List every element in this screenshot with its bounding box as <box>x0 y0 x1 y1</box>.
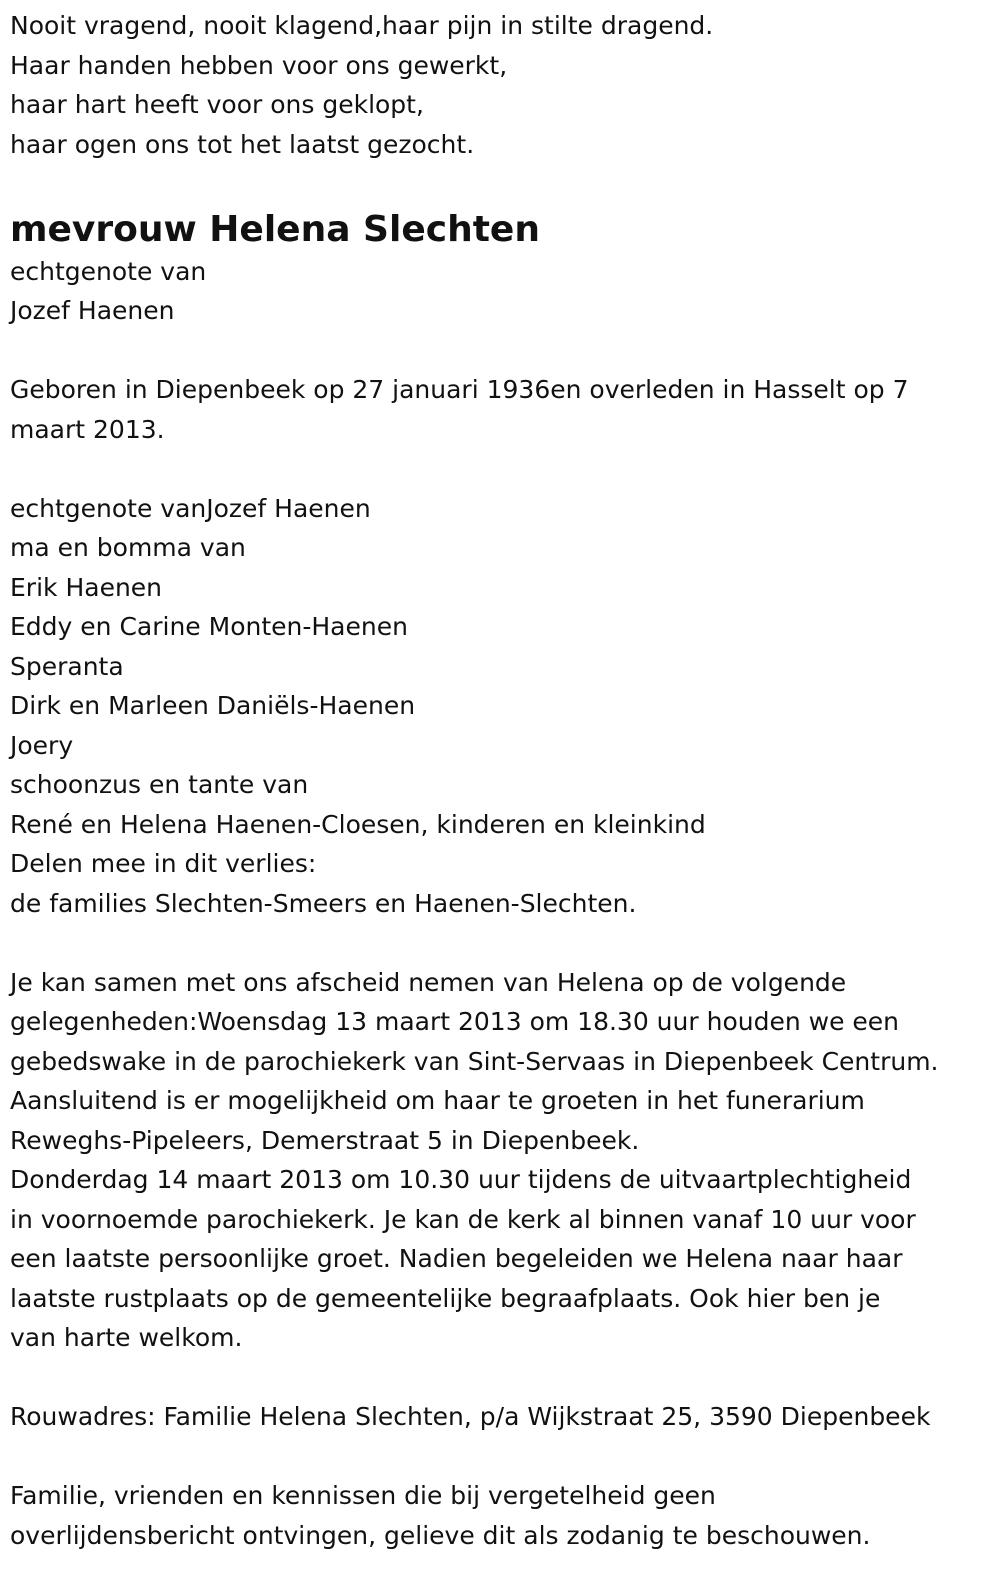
ceremony-line: laatste rustplaats op de gemeentelijke begraafplaats. Ook hier ben je <box>10 1283 881 1313</box>
ceremony-line: gebedswake in de parochiekerk van Sint-Servaas in Diepenbeek Centrum. <box>10 1046 939 1076</box>
spacer <box>10 331 990 371</box>
poem <box>10 6 990 164</box>
closing-note <box>10 1476 990 1555</box>
spacer <box>10 923 990 963</box>
closing-line: Familie, vrienden en kennissen die bij vergetelheid geen <box>10 1481 716 1510</box>
family-line: Speranta <box>10 651 124 681</box>
deceased-name: mevrouw Helena Slechten <box>10 208 540 250</box>
ceremony-line: een laatste persoonlijke groet. Nadien begeleiden we Helena naar haar <box>10 1244 903 1273</box>
ceremony-line: gelegenheden:Woensdag 13 maart 2013 om 18.30 uur houden we een <box>10 1007 900 1036</box>
family-line: René en Helena Haenen-Cloesen, kinderen en kleinkind <box>10 809 706 839</box>
family-line: de families Slechten-Smeers en Haenen-Slechten. <box>10 888 637 918</box>
birth-death-line: maart 2013. <box>10 414 165 444</box>
family-line: ma en bomma van <box>10 533 246 562</box>
poem-line: haar hart heeft voor ons geklopt, <box>10 90 424 119</box>
ceremony-line: van harte welkom. <box>10 1323 243 1352</box>
poem-line: Nooit vragend, nooit klagend,haar pijn in stilte dragend. <box>10 11 714 40</box>
family-line: Erik Haenen <box>10 572 163 602</box>
family-line: echtgenote vanJozef Haenen <box>10 493 371 523</box>
mourning-address: Rouwadres: Familie Helena Slechten, p/a Wijkstraat 25, 3590 Diepenbeek <box>10 1402 931 1431</box>
ceremony-line: Reweghs-Pipeleers, Demerstraat 5 in Diepenbeek. <box>10 1125 640 1155</box>
family-line: Joery <box>10 730 74 760</box>
spacer <box>10 164 990 204</box>
spacer <box>10 1437 990 1477</box>
poem-line: Haar handen hebben voor ons gewerkt, <box>10 50 508 80</box>
spacer <box>10 449 990 489</box>
family-line: Delen mee in dit verlies: <box>10 849 317 878</box>
ceremony-line: Aansluitend is er mogelijkheid om haar te groeten in het funerarium <box>10 1086 865 1115</box>
family-line: Eddy en Carine Monten-Haenen <box>10 612 408 641</box>
ceremony-line: in voornoemde parochiekerk. Je kan de kerk al binnen vanaf 10 uur voor <box>10 1204 916 1234</box>
spouse-name: Jozef Haenen <box>10 296 175 325</box>
ceremony-line: Je kan samen met ons afscheid nemen van Helena op de volgende <box>10 967 847 997</box>
family-line: Dirk en Marleen Daniëls-Haenen <box>10 691 416 720</box>
birth-death-line: Geboren in Diepenbeek op 27 januari 1936en overleden in Hasselt op 7 <box>10 375 909 404</box>
family-list <box>10 489 990 924</box>
poem-line: haar ogen ons tot het laatst gezocht. <box>10 129 475 159</box>
spacer <box>10 1358 990 1398</box>
family-line: schoonzus en tante van <box>10 770 309 799</box>
spouse-label: echtgenote van <box>10 256 207 286</box>
ceremony-info <box>10 963 990 1358</box>
ceremony-line: Donderdag 14 maart 2013 om 10.30 uur tijdens de uitvaartplechtigheid <box>10 1165 912 1194</box>
closing-line: overlijdensbericht ontvingen, gelieve dit als zodanig te beschouwen. <box>10 1520 871 1550</box>
birth-death-info <box>10 370 990 449</box>
